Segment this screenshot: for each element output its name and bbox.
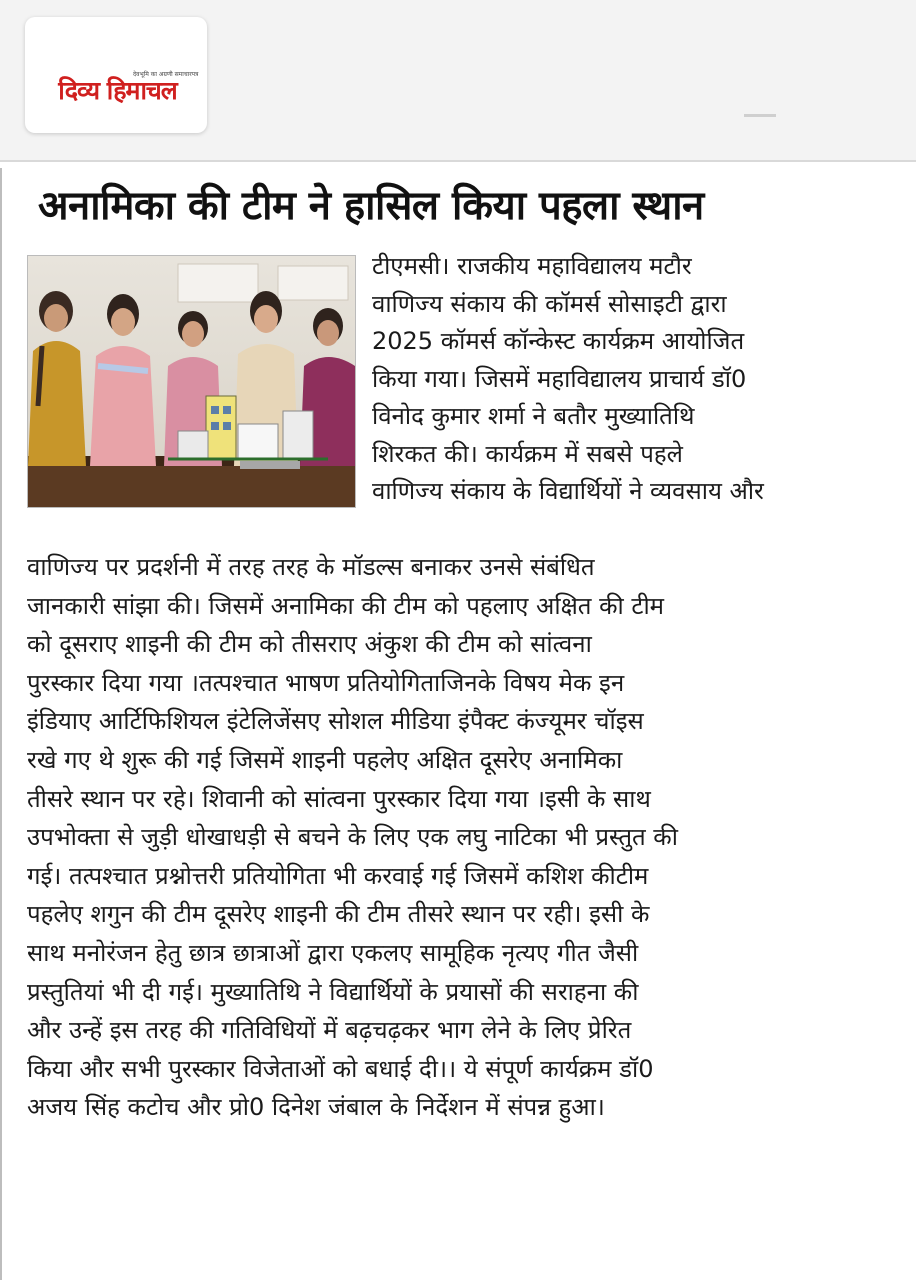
students-with-model-photo-icon bbox=[28, 256, 355, 507]
masthead-bar bbox=[0, 0, 916, 162]
text-line: रखे गए थे शुरू की गई जिसमें शाइनी पहलेए अक्षित दूसरेए अनामिका bbox=[27, 745, 623, 774]
article-column-text bbox=[372, 248, 892, 511]
text-line: साथ मनोरंजन हेतु छात्र छात्राओं द्वारा एकलए सामूहिक नृत्यए गीत जैसी bbox=[27, 938, 639, 967]
article-headline: अनामिका की टीम ने हासिल किया पहला स्थान bbox=[38, 183, 704, 229]
text-line: वाणिज्य संकाय की कॉमर्स सोसाइटी द्वारा bbox=[372, 289, 727, 318]
text-line: उपभोक्ता से जुड़ी धोखाधड़ी से बचने के लिए एक लघु नाटिका भी प्रस्तुत की bbox=[27, 823, 678, 852]
article-body-text bbox=[27, 548, 902, 1127]
text-line: वाणिज्य संकाय के विद्यार्थियों ने व्यवसाय और bbox=[372, 477, 764, 505]
text-line: पुरस्कार दिया गया ।तत्पश्चात भाषण प्रतियोगिताजिनके विषय मेक इन bbox=[27, 668, 625, 697]
text-line: अजय सिंह कटोच और प्रो0 दिनेश जंबाल के निर्देशन में संपन्न हुआ। bbox=[27, 1093, 605, 1122]
text-line: शिरकत की। कार्यक्रम में सबसे पहले bbox=[372, 439, 683, 468]
text-line: पहलेए शगुन की टीम दूसरेए शाइनी की टीम तीसरे स्थान पर रही। इसी के bbox=[27, 900, 650, 929]
text-line: तीसरे स्थान पर रहे। शिवानी को सांत्वना पुरस्कार दिया गया ।इसी के साथ bbox=[27, 784, 651, 813]
text-line: वाणिज्य पर प्रदर्शनी में तरह तरह के मॉडल्स बनाकर उनसे संबंधित bbox=[27, 553, 595, 581]
logo-text: दिव्य हिमाचल bbox=[58, 76, 177, 105]
text-line: 2025 कॉमर्स कॉन्केस्ट कार्यक्रम आयोजित bbox=[372, 327, 745, 355]
header-divider-mark bbox=[744, 114, 776, 117]
text-line: विनोद कुमार शर्मा ने बतौर मुख्यातिथि bbox=[372, 402, 695, 430]
text-line: प्रस्तुतियां भी दी गई। मुख्यातिथि ने विद्यार्थियों के प्रयासों की सराहना की bbox=[27, 977, 639, 1006]
text-line: और उन्हें इस तरह की गतिविधियों में बढ़चढ़कर भाग लेने के लिए प्रेरित bbox=[27, 1016, 632, 1045]
logo-tagline: देवभूमि का अग्रणी समाचारपत्र bbox=[133, 71, 199, 78]
text-line: इंडियाए आर्टिफिशियल इंटेलिजेंसए सोशल मीडिया इंपैक्ट कंज्यूमर चॉइस bbox=[27, 707, 644, 736]
text-line: टीएमसी। राजकीय महाविद्यालय मटौर bbox=[372, 252, 692, 280]
text-line: किया गया। जिसमें महाविद्यालय प्राचार्य डॉ0 bbox=[372, 364, 747, 393]
masthead-logo bbox=[25, 17, 207, 133]
text-line: को दूसराए शाइनी की टीम को तीसराए अंकुश की टीम को सांत्वना bbox=[27, 630, 592, 659]
text-line: गई। तत्पश्चात प्रश्नोत्तरी प्रतियोगिता भी करवाई गई जिसमें कशिश कीटीम bbox=[27, 861, 649, 890]
article-photo bbox=[27, 255, 356, 508]
text-line: किया और सभी पुरस्कार विजेताओं को बधाई दी।। ये संपूर्ण कार्यक्रम डॉ0 bbox=[27, 1054, 654, 1083]
column-rule bbox=[0, 168, 2, 1280]
text-line: जानकारी सांझा की। जिसमें अनामिका की टीम को पहलाए अक्षित की टीम bbox=[27, 591, 665, 620]
